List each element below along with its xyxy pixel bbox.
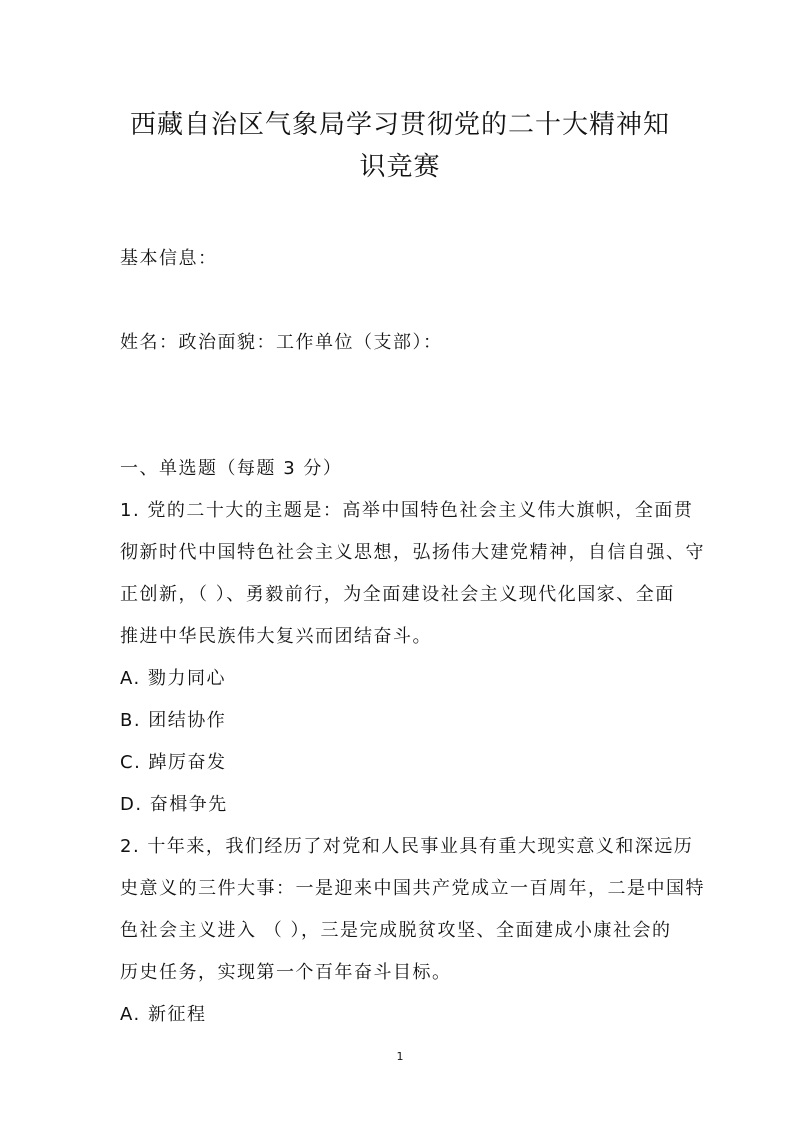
question-2-option-a: A. 新征程: [120, 1004, 207, 1025]
question-1-option-b: B. 团结协作: [120, 710, 227, 731]
question-2-line-2: 史意义的三件大事：一是迎来中国共产党成立一百周年，二是中国特: [120, 878, 705, 899]
question-1-option-d: D. 奋楫争先: [120, 794, 228, 815]
question-1-line-2: 彻新时代中国特色社会主义思想，弘扬伟大建党精神，自信自强、守: [120, 542, 705, 563]
document-title-line-2: 识竞赛: [359, 152, 441, 182]
document-title-line-1: 西藏自治区气象局学习贯彻党的二十大精神知: [129, 110, 670, 140]
question-2-line-4: 历史任务，实现第一个百年奋斗目标。: [120, 962, 452, 983]
section-heading: 一、单选题（每题 3 分）: [120, 458, 343, 479]
page-number: 1: [396, 1050, 404, 1063]
basic-info-label: 基本信息：: [120, 248, 218, 269]
question-1-option-a: A. 勠力同心: [120, 668, 226, 689]
personal-fields-line: 姓名：政治面貌：工作单位（支部）：: [120, 332, 443, 353]
question-1-line-1: 1. 党的二十大的主题是：高举中国特色社会主义伟大旗帜，全面贯: [120, 500, 694, 521]
question-1-line-4: 推进中华民族伟大复兴而团结奋斗。: [120, 626, 432, 647]
question-2-line-1: 2. 十年来，我们经历了对党和人民事业具有重大现实意义和深远历: [120, 836, 694, 857]
question-1-option-c: C. 踔厉奋发: [120, 752, 227, 773]
question-2-line-3: 色社会主义进入 （ ），三是完成脱贫攻坚、全面建成小康社会的: [120, 920, 672, 941]
question-1-line-3: 正创新，（ ）、勇毅前行，为全面建设社会主义现代化国家、全面: [120, 584, 675, 605]
